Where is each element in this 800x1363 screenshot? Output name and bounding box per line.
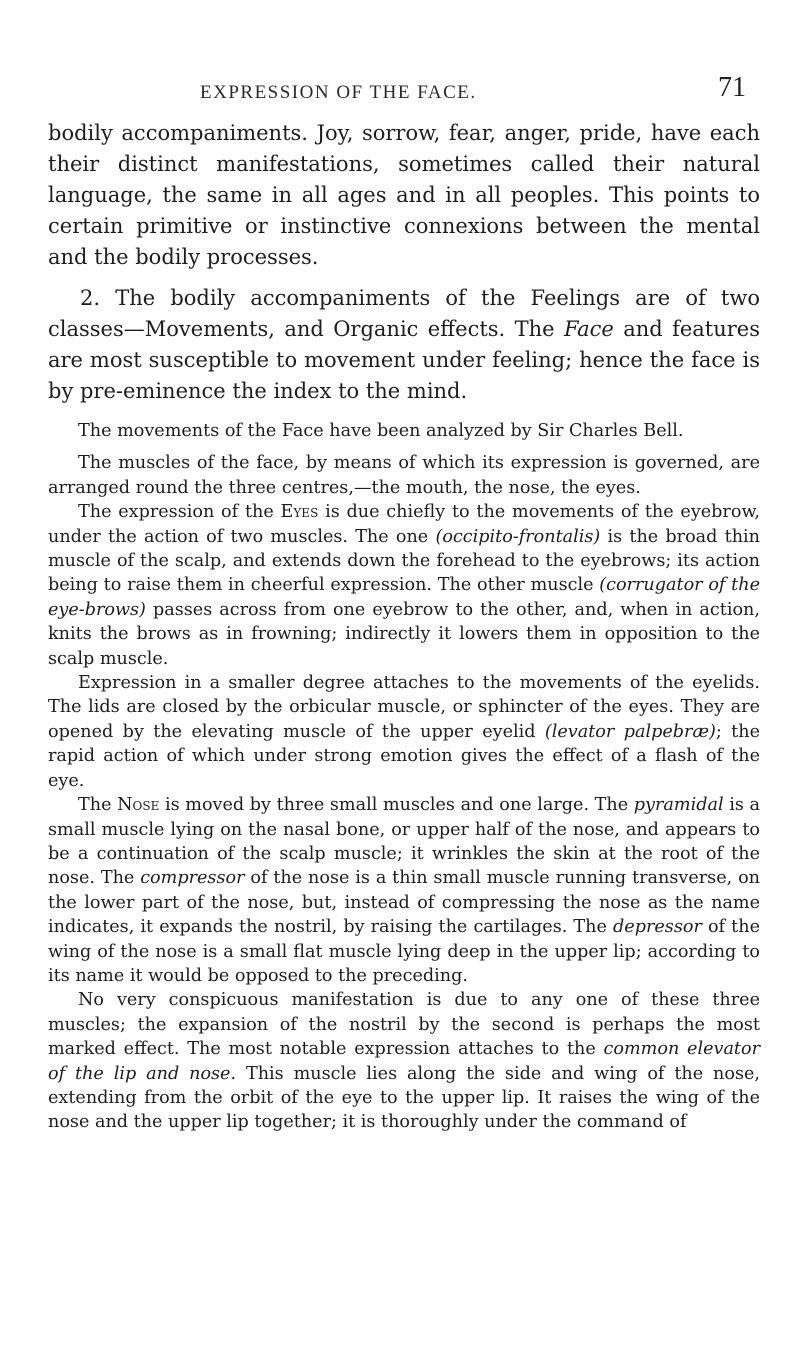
large-type-section <box>48 118 760 407</box>
term-nose: Nose <box>117 795 160 816</box>
paragraph-section-2: 2. The bodily accompaniments of the Feelings are of two classes—Movements, and Organic effects. The Face and features are most susceptible to movement under feeling; hence the face is by pre-eminence the index to the mind. <box>48 286 761 403</box>
paragraph-continued: bodily accompaniments. Joy, sorrow, fear, anger, pride, have each their distinct manifestations, sometimes called their natural language, the same in all ages and in all peoples. This points to certain primitive or instinctive connexions between the mental and the bodily processes. <box>48 121 760 269</box>
running-title: EXPRESSION OF THE FACE. <box>200 82 477 103</box>
paragraph-eyes: The expression of the Eyes is due chiefly to the movements of the eyebrow, under the action of two muscles. The one (occipito-frontalis) is the broad thin muscle of the scalp, and extends down the forehead to the eyebrows; its action being to raise them in cheerful expression. The other muscle (corrugator of the eye-brows) passes across from one eyebrow to the other, and, when in action, knits the brows as in frowning; indirectly it lowers them in opposition to the scalp muscle. <box>48 502 761 669</box>
paragraph-eyelids: Expression in a smaller degree attaches to the movements of the eyelids. The lids are closed by the orbicular muscle, or sphincter of the eyes. They are opened by the elevating muscle of the upper eyelid (levator palpebræ); the rapid action of which under strong emotion gives the effect of a flash of the eye. <box>48 673 760 791</box>
term-corrugator: (corrugator of the eye-brows) <box>48 575 760 620</box>
term-levator: (levator palpebræ) <box>544 721 716 742</box>
emphasis-face: Face <box>563 317 614 341</box>
paragraph-elevator: No very conspicuous manifestation is due to any one of these three muscles; the expansion of the nostril by the second is perhaps the most marked effect. The most notable expression attaches to the common elevator of the lip and nose. This muscle lies along the side and wing of the nose, extending from the orbit of the eye to the upper lip. It raises the wing of the nose and the upper lip together; it is thoroughly under the command of <box>48 990 761 1133</box>
term-occipito-frontalis: (occipito-frontalis) <box>435 526 601 547</box>
paragraph-nose: The Nose is moved by three small muscles and one large. The pyramidal is a small muscle lying on the nasal bone, or upper half of the nose, and appears to be a continuation of the scalp muscle; it wrinkles the skin at the root of the nose. The compressor of the nose is a thin small muscle running transverse, on the lower part of the nose, but, instead of compressing the nose as the name indicates, it expands the nostril, by raising the cartilages. The depressor of the wing of the nose is a small flat muscle lying deep in the upper lip; according to its name it would be opposed to the preceding. <box>48 795 761 986</box>
page-number: 71 <box>718 72 746 103</box>
running-header <box>0 70 800 110</box>
term-common-elevator: common elevator of the lip and nose <box>48 1039 761 1084</box>
paragraph-bell: The movements of the Face have been analyzed by Sir Charles Bell. <box>78 421 684 441</box>
small-type-section <box>48 419 760 1135</box>
term-compressor: compressor <box>140 868 245 889</box>
term-eyes: Eyes <box>280 502 319 523</box>
term-depressor: depressor <box>613 917 702 938</box>
body-text <box>48 118 760 1135</box>
paragraph-muscles: The muscles of the face, by means of which its expression is governed, are arranged round the three centres,—the mouth, the nose, the eyes. <box>48 453 760 498</box>
term-pyramidal: pyramidal <box>633 795 724 816</box>
